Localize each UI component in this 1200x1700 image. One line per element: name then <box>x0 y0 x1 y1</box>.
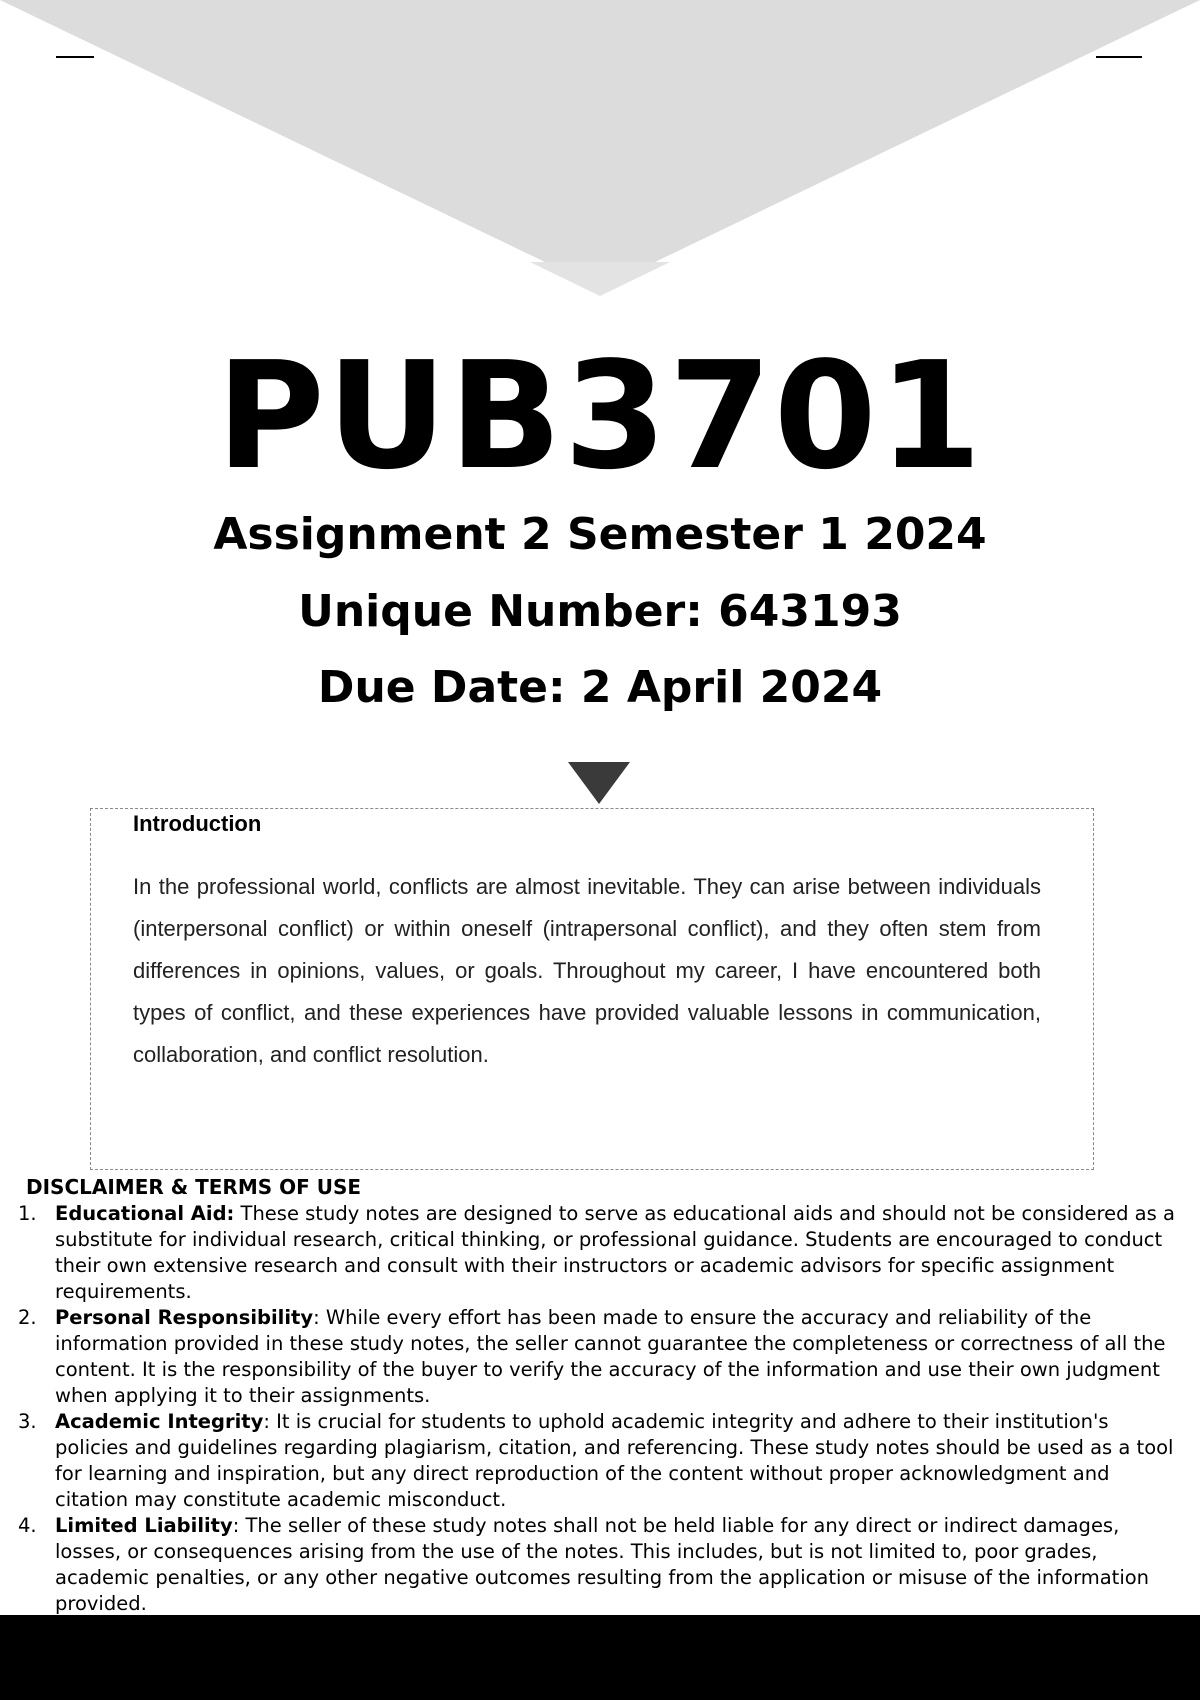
top-banner-shape <box>0 0 1200 300</box>
unique-number: Unique Number: 643193 <box>298 586 902 637</box>
item-text: These study notes are designed to serve as educational aids and should not be considered as a substitute for individual research, critical thinking, or professional guidance. Students are encouraged to conduct their own extensive research and consult with their instructors or academic advisors for specific assignment requirements. <box>55 1202 1175 1303</box>
disclaimer-title: DISCLAIMER & TERMS OF USE <box>26 1175 362 1199</box>
down-triangle-icon <box>568 762 630 804</box>
banner-chevron <box>0 0 1200 262</box>
item-number: 4. <box>18 1514 37 1537</box>
banner-chevron-tip <box>530 262 670 296</box>
course-code: PUB3701 <box>216 330 984 502</box>
item-number: 2. <box>18 1306 37 1329</box>
item-text: : While every effort has been made to ensure the accuracy and reliability of the information provided in these study notes, the seller cannot guarantee the completeness or correctness of all the content. It is the responsibility of the buyer to verify the accuracy of the information and use their own judgment when applying it to their assignments. <box>55 1306 1166 1407</box>
header-rule-right <box>1096 56 1142 58</box>
introduction-heading: Introduction <box>133 811 262 836</box>
disclaimer-item <box>18 1513 1186 1617</box>
item-text: : It is crucial for students to uphold academic integrity and adhere to their institution's policies and guidelines regarding plagiarism, citation, and referencing. These study notes should be used as a tool for learning and inspiration, but any direct reproduction of the content without proper acknowledgment and citation may constitute academic misconduct. <box>55 1410 1174 1511</box>
disclaimer-item <box>18 1201 1186 1305</box>
disclaimer-item <box>18 1305 1186 1409</box>
item-number: 1. <box>18 1202 37 1225</box>
item-title: Personal Responsibility <box>55 1306 314 1329</box>
item-number: 3. <box>18 1410 37 1433</box>
introduction-box <box>90 808 1094 1170</box>
item-title: Limited Liability <box>55 1514 233 1537</box>
item-title: Academic Integrity <box>55 1410 264 1433</box>
due-date: Due Date: 2 April 2024 <box>317 662 883 713</box>
item-text: : The seller of these study notes shall not be held liable for any direct or indirect damages, losses, or consequences arising from the use of the notes. This includes, but is not limited to, poor grades, academic penalties, or any other negative outcomes resulting from the application or misuse of the information provided. <box>55 1514 1150 1615</box>
disclaimer-item <box>18 1409 1186 1513</box>
footer-bar <box>0 1615 1200 1700</box>
disclaimer-list <box>18 1201 1186 1617</box>
introduction-text: In the professional world, conflicts are almost inevitable. They can arise between individuals (interpersonal conflict) or within oneself (intrapersonal conflict), and they often stem from differences in opinions, values, or goals. Throughout my career, I have encountered both types of conflict, and these experiences have provided valuable lessons in communication, collaboration, and conflict resolution. <box>133 874 1041 1067</box>
header-rule-left <box>56 56 94 58</box>
assignment-line: Assignment 2 Semester 1 2024 <box>213 509 987 560</box>
item-title: Educational Aid: <box>55 1202 235 1225</box>
